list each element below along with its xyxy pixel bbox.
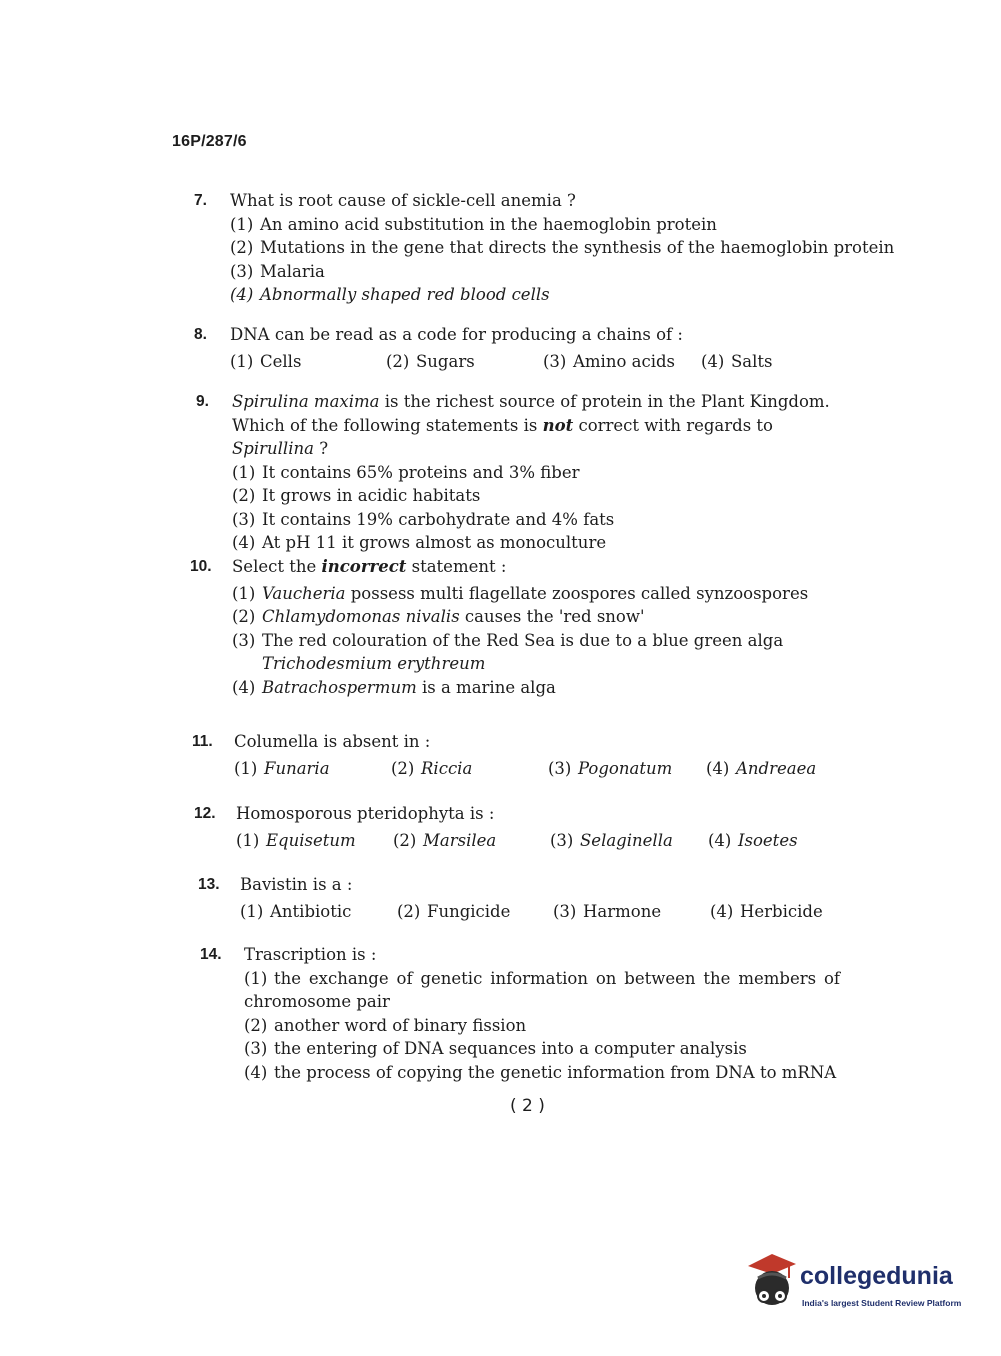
question-8 xyxy=(194,323,773,373)
option-2: (2) Mutations in the gene that directs the synthesis of the haemoglobin protein xyxy=(230,238,895,257)
page-number: ( 2 ) xyxy=(510,1096,545,1116)
option-1: (1) Antibiotic xyxy=(240,901,352,921)
option-2: (2) It grows in acidic habitats xyxy=(232,486,481,505)
mascot-icon xyxy=(742,1248,800,1314)
option-2: (2) Fungicide xyxy=(397,901,511,921)
question-number: 13. xyxy=(198,876,220,893)
option-3: (3) The red colouration of the Red Sea is due to a blue green alga Trichodesmium erythreum xyxy=(232,630,784,673)
option-3: (3) Malaria xyxy=(230,261,325,281)
option-2: (2) Sugars xyxy=(386,351,475,371)
option-1: (1) An amino acid substitution in the haemoglobin protein xyxy=(230,214,717,234)
question-stem: What is root cause of sickle-cell anemia ? xyxy=(230,191,576,210)
question-9 xyxy=(196,390,846,555)
question-stem: Homosporous pteridophyta is : xyxy=(236,804,495,823)
option-4: (4) Andreaea xyxy=(706,758,817,778)
option-4: (4) the process of copying the genetic information from DNA to mRNA xyxy=(244,1062,837,1082)
option-1: (1) Cells xyxy=(230,351,302,371)
question-stem: Select the incorrect statement : xyxy=(232,557,507,576)
option-2: (2) another word of binary fission xyxy=(244,1015,527,1035)
question-number: 12. xyxy=(194,805,216,822)
option-3: (3) Pogonatum xyxy=(548,758,673,778)
option-4: (4) Abnormally shaped red blood cells xyxy=(230,285,550,304)
question-stem: DNA can be read as a code for producing a chains of : xyxy=(230,325,683,344)
question-10 xyxy=(190,555,850,699)
question-stem: Spirulina maxima is the richest source of protein in the Plant Kingdom. Which of the following statements is not correct with regards to Spirullina ? xyxy=(232,392,830,458)
question-number: 8. xyxy=(194,326,207,343)
option-4: (4) Batrachospermum is a marine alga xyxy=(232,677,556,697)
option-2: (2) Marsilea xyxy=(393,830,497,850)
collegedunia-logo xyxy=(742,1248,972,1318)
option-4: (4) At pH 11 it grows almost as monoculture xyxy=(232,533,607,552)
logo-brand: collegedunia xyxy=(800,1262,953,1290)
question-stem: Bavistin is a : xyxy=(240,875,353,894)
question-number: 10. xyxy=(190,558,212,575)
option-1: (1) the exchange of genetic information on between the members of chromosome pair xyxy=(244,968,840,1011)
question-stem: Columella is absent in : xyxy=(234,732,431,751)
question-stem: Trascription is : xyxy=(244,945,377,964)
question-12 xyxy=(194,802,798,852)
option-3: (3) the entering of DNA sequances into a computer analysis xyxy=(244,1039,747,1058)
option-1: (1) Funaria xyxy=(234,758,330,778)
option-3: (3) Selaginella xyxy=(550,830,673,850)
question-number: 14. xyxy=(200,946,222,963)
question-7 xyxy=(194,189,894,307)
page-code: 16P/287/6 xyxy=(172,133,247,150)
option-4: (4) Herbicide xyxy=(710,901,823,921)
option-3: (3) Amino acids xyxy=(543,351,676,371)
option-1: (1) Equisetum xyxy=(236,830,356,850)
question-14 xyxy=(200,943,840,1084)
option-3: (3) Harmone xyxy=(553,901,662,921)
question-11 xyxy=(192,730,816,780)
question-number: 11. xyxy=(192,733,213,750)
question-number: 7. xyxy=(194,192,207,209)
option-1: (1) Vaucheria possess multi flagellate zoospores called synzoospores xyxy=(232,583,809,603)
question-number: 9. xyxy=(196,393,209,410)
logo-tagline: India's largest Student Review Platform xyxy=(802,1298,962,1308)
option-4: (4) Salts xyxy=(701,351,773,371)
option-2: (2) Riccia xyxy=(391,758,473,778)
option-4: (4) Isoetes xyxy=(708,830,798,850)
option-2: (2) Chlamydomonas nivalis causes the 'red snow' xyxy=(232,607,645,626)
option-1: (1) It contains 65% proteins and 3% fiber xyxy=(232,462,580,482)
option-3: (3) It contains 19% carbohydrate and 4% fats xyxy=(232,509,615,529)
question-13 xyxy=(198,873,823,923)
